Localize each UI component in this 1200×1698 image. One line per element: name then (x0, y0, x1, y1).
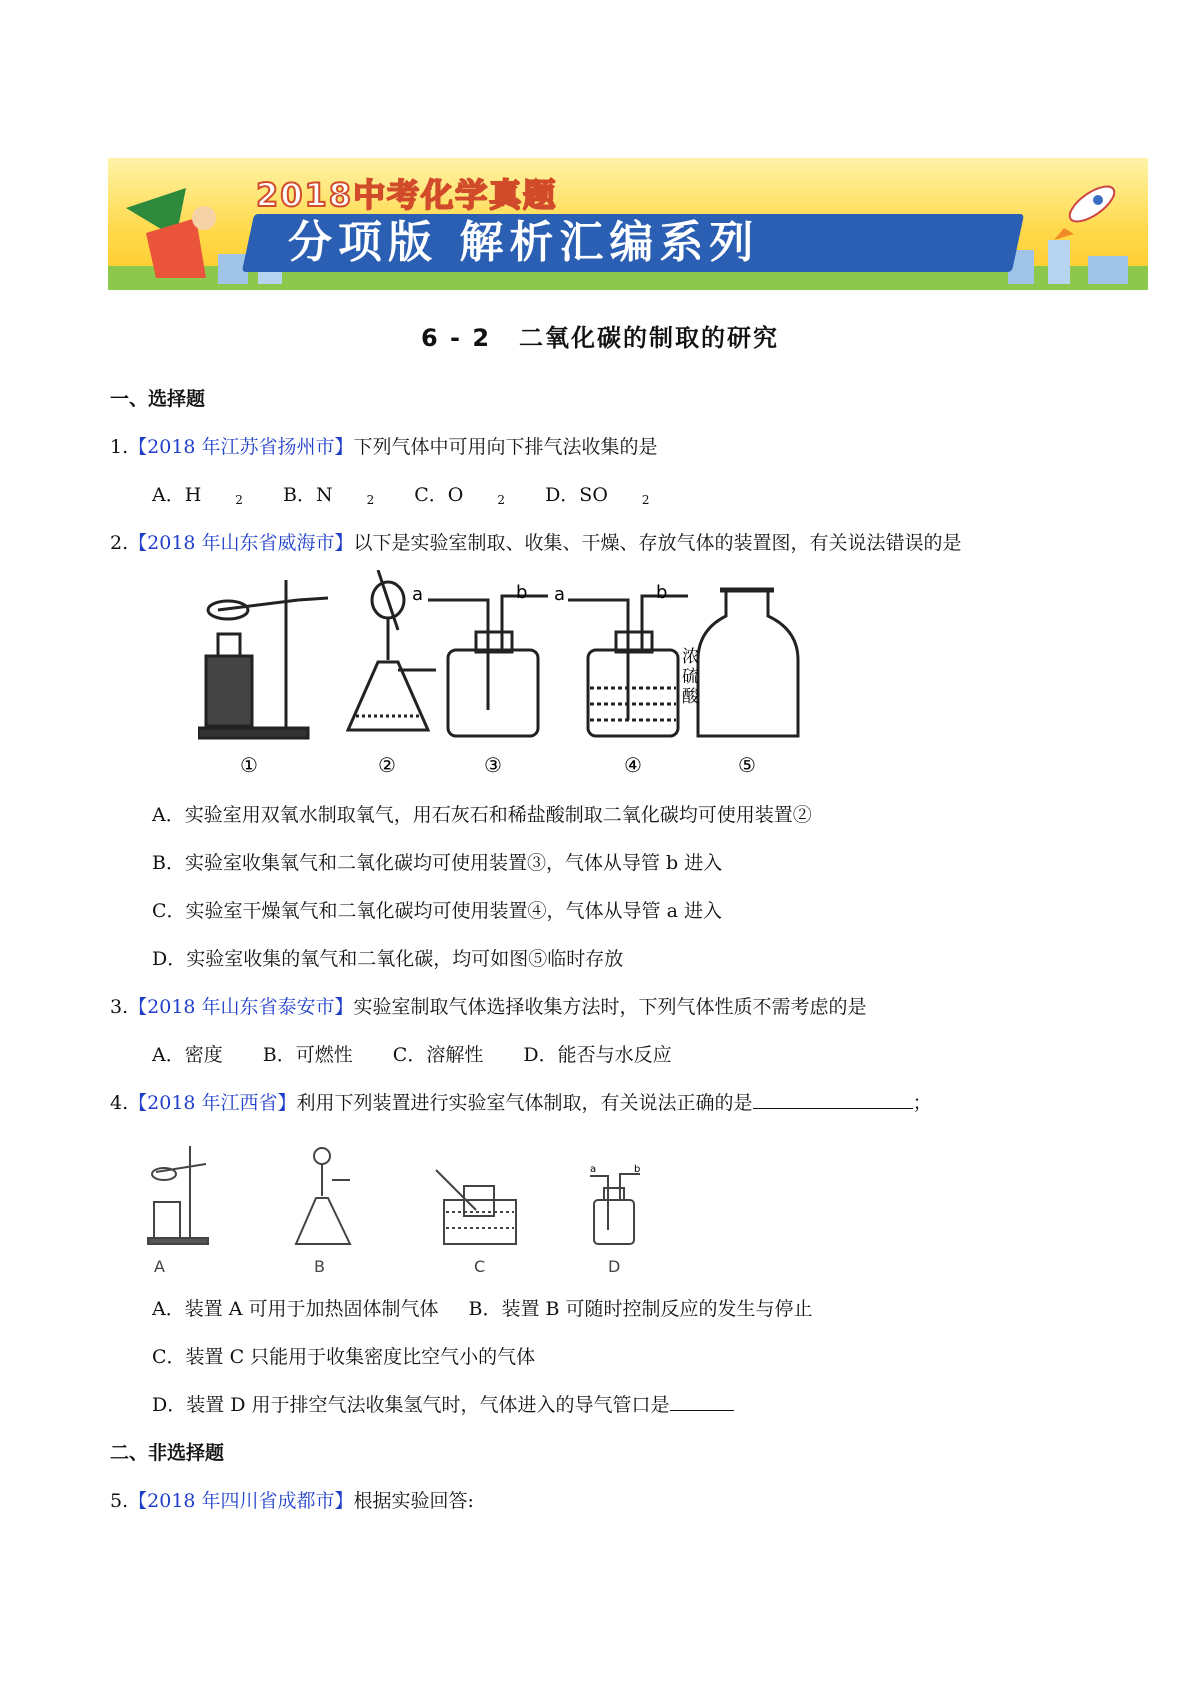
section-number: 6 - 2 (420, 324, 492, 352)
page-title (0, 318, 1200, 353)
apparatus-d (590, 1174, 640, 1244)
figure-label-5: ⑤ (738, 753, 756, 777)
question-3-options (152, 1040, 706, 1067)
port-label-a: a (412, 584, 424, 605)
option-b: B．装置 B 可随时控制反应的发生与停止 (468, 1298, 813, 1320)
question-source: 【2018 年江苏省扬州市】 (128, 436, 354, 458)
apparatus-figure-q4 (146, 1140, 666, 1276)
storage-bottle-5 (698, 590, 798, 736)
question-source: 【2018 年山东省威海市】 (128, 532, 354, 554)
question-4-option-d (152, 1390, 734, 1417)
question-2 (110, 528, 962, 555)
question-number: 3. (110, 996, 129, 1018)
option-a: A．H $_2$ (152, 484, 243, 507)
port-label-b: b (656, 582, 668, 603)
section-heading-choice: 一、选择题 (110, 388, 206, 410)
answer-blank (753, 1107, 913, 1109)
question-4 (110, 1088, 932, 1115)
figure-label-3: ③ (484, 753, 502, 777)
question-2-option-d: D．实验室收集的氧气和二氧化碳，均可如图⑤临时存放 (152, 948, 624, 970)
heating-apparatus-1 (198, 580, 328, 738)
section-heading-nonchoice: 二、非选择题 (110, 1442, 225, 1464)
acid-label-char: 硫 (682, 667, 699, 687)
question-number: 5. (110, 1490, 129, 1512)
question-stem: 实验室制取气体选择收集方法时，下列气体性质不需考虑的是 (353, 996, 867, 1018)
port-label-b: b (634, 1164, 641, 1175)
figure-label-1: ① (240, 753, 258, 777)
option-b: B．可燃性 (262, 1044, 353, 1066)
figure-label-2: ② (378, 753, 396, 777)
banner-title-line1: 2018中考化学真题 (256, 176, 558, 214)
question-stem-end: ； (912, 1092, 932, 1114)
question-stem: 下列气体中可用向下排气法收集的是 (353, 436, 658, 458)
option-d: D．SO $_2$ (545, 484, 650, 507)
question-1-options (152, 480, 684, 507)
title-text: 二氧化碳的制取的研究 (519, 324, 780, 352)
question-source: 【2018 年四川省成都市】 (128, 1490, 354, 1512)
apparatus-figure-q2 (198, 570, 818, 782)
question-source: 【2018 年山东省泰安市】 (128, 996, 354, 1018)
port-label-a: a (590, 1164, 597, 1175)
gas-bottle-3 (428, 596, 548, 736)
question-3 (110, 992, 867, 1019)
question-number: 2. (110, 532, 129, 554)
question-4-option-c: C．装置 C 只能用于收集密度比空气小的气体 (152, 1346, 536, 1368)
question-1 (110, 432, 658, 459)
question-2-option-b: B．实验室收集氧气和二氧化碳均可使用装置③，气体从导管 b 进入 (152, 852, 723, 874)
question-number: 4. (110, 1092, 129, 1114)
banner-title-line2-box (242, 214, 1024, 272)
option-a: A．装置 A 可用于加热固体制气体 (152, 1298, 439, 1320)
figure-label-c: C (474, 1257, 486, 1276)
header-banner (108, 158, 1148, 290)
question-stem: 根据实验回答: (353, 1490, 474, 1512)
option-a: A．密度 (152, 1044, 223, 1066)
apparatus-b (296, 1148, 350, 1244)
option-b: B．N $_2$ (282, 484, 375, 507)
apparatus-a (148, 1146, 208, 1244)
figure-label-a: A (154, 1257, 165, 1276)
question-2-option-a: A．实验室用双氧水制取氧气，用石灰石和稀盐酸制取二氧化碳均可使用装置② (152, 804, 812, 826)
question-5 (110, 1486, 474, 1513)
answer-blank (670, 1409, 734, 1411)
kite-character-illustration (116, 178, 236, 288)
figure-label-4: ④ (624, 753, 642, 777)
figure-label-d: D (608, 1257, 621, 1276)
option-d: D．能否与水反应 (523, 1044, 672, 1066)
acid-label-char: 酸 (682, 687, 699, 707)
option-c: C．溶解性 (392, 1044, 484, 1066)
question-4-options-ab (152, 1294, 813, 1321)
question-number: 1. (110, 436, 129, 458)
port-label-b: b (516, 582, 528, 603)
port-label-a: a (554, 584, 566, 605)
acid-label-char: 浓 (682, 647, 699, 667)
question-2-option-c: C．实验室干燥氧气和二氧化碳均可使用装置④，气体从导管 a 进入 (152, 900, 722, 922)
question-stem: 以下是实验室制取、收集、干燥、存放气体的装置图，有关说法错误的是 (353, 532, 962, 554)
question-stem: 利用下列装置进行实验室气体制取，有关说法正确的是 (296, 1092, 753, 1114)
rocket-icon (1044, 176, 1124, 246)
option-c: C．O $_2$ (414, 484, 506, 507)
apparatus-c (436, 1170, 516, 1244)
drying-bottle-4 (568, 596, 688, 736)
figure-label-b: B (314, 1257, 325, 1276)
banner-title-line2: 分项版 解析汇编系列 (288, 217, 760, 268)
question-source: 【2018 年江西省】 (128, 1092, 297, 1114)
option-d-text: D．装置 D 用于排空气法收集氢气时，气体进入的导气管口是 (152, 1394, 670, 1416)
